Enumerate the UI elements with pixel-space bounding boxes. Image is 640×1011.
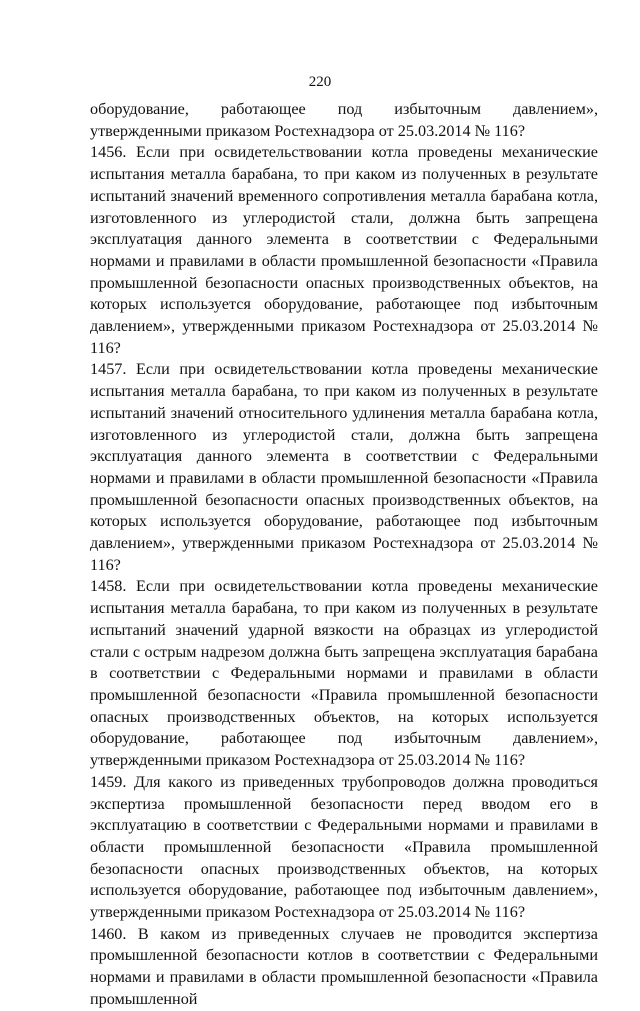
page-number: 220	[308, 74, 332, 90]
document-body	[90, 99, 598, 1011]
question-1456: 1456. Если при освидетельствовании котла проведены механические испытания металла барабана, то при каком из полученных в результате испытаний значений временного сопротивления металла барабана котла, изготовленного из углеродистой стали, должна быть запрещена эксплуатация данного элемента в соответствии с Федеральными нормами и правилами в области промышленной безопасности «Правила промышленной безопасности опасных производственных объектов, на которых используется оборудование, работающее под избыточным давлением», утвержденными приказом Ростехнадзора от 25.03.2014 № 116?	[90, 143, 598, 357]
question-1457: 1457. Если при освидетельствовании котла проведены механические испытания металла барабана, то при каком из полученных в результате испытаний значений относительного удлинения металла барабана котла, изготовленного из углеродистой стали, должна быть запрещена эксплуатация данного элемента в соответствии с Федеральными нормами и правилами в области промышленной безопасности «Правила промышленной безопасности опасных производственных объектов, на которых используется оборудование, работающее под избыточным давлением», утвержденными приказом Ростехнадзора от 25.03.2014 № 116?	[90, 360, 598, 574]
question-1458: 1458. Если при освидетельствовании котла проведены механические испытания металла барабана, то при каком из полученных в результате испытаний значений ударной вязкости на образцах из углеродистой стали с острым надрезом должна быть запрещена эксплуатация барабана в соответствии с Федеральными нормами и правилами в области промышленной безопасности «Правила промышленной безопасности опасных производственных объектов, на которых используется оборудование, работающее под избыточным давлением», утвержденными приказом Ростехнадзора от 25.03.2014 № 116?	[90, 577, 598, 770]
question-1460: 1460. В каком из приведенных случаев не проводится экспертиза промышленной безопасности котлов в соответствии с Федеральными нормами и правилами в области промышленной безопасности «Правила промышленной	[90, 924, 598, 1008]
question-1459: 1459. Для какого из приведенных трубопроводов должна проводиться экспертиза промышленной безопасности перед вводом его в эксплуатацию в соответствии с Федеральными нормами и правилами в области промышленной безопасности «Правила промышленной безопасности опасных производственных объектов, на которых используется оборудование, работающее под избыточным давлением», утвержденными приказом Ростехнадзора от 25.03.2014 № 116?	[90, 772, 598, 922]
paragraph-continuation: оборудование, работающее под избыточным давлением», утвержденными приказом Ростехнадзора от 25.03.2014 № 116?	[90, 100, 598, 140]
